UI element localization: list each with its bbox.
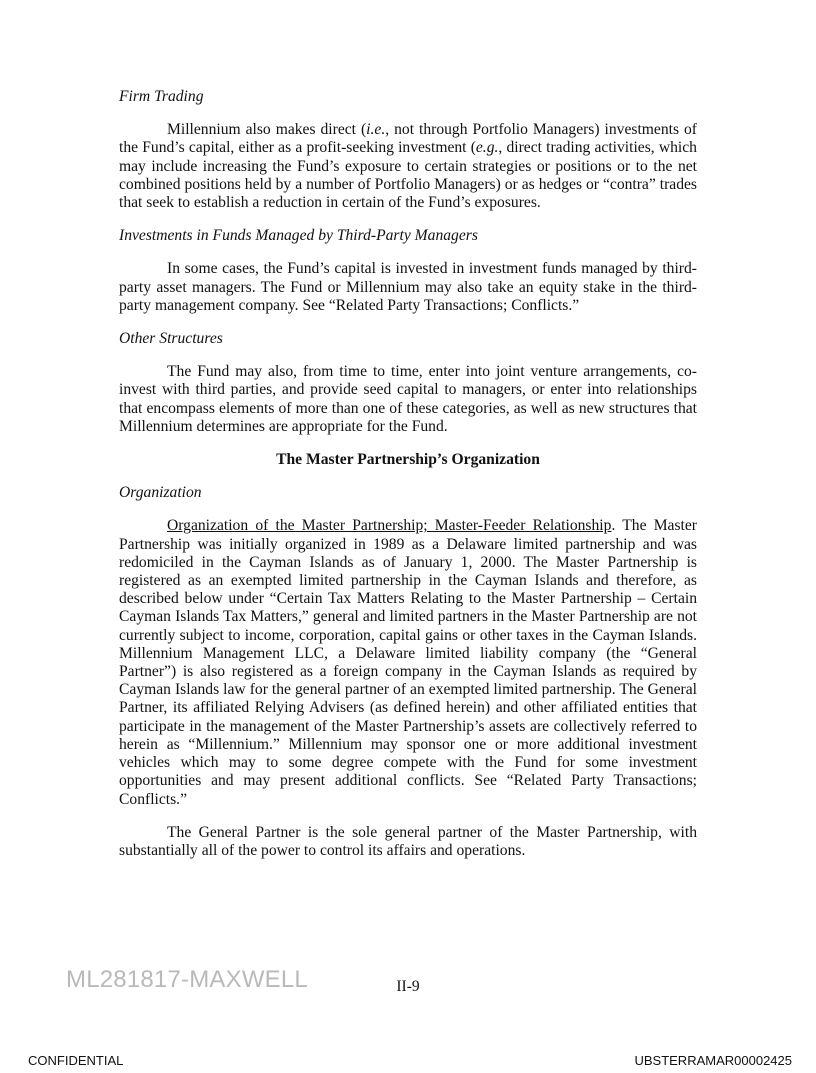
third-party-paragraph: In some cases, the Fund’s capital is invested in investment funds managed by third-party asset managers. The Fund or Millennium may also take an equity stake in the third-party management company. See “Related Party Transactions; Conflicts.”	[119, 260, 697, 314]
watermark: ML281817-MAXWELL	[66, 966, 308, 993]
firm-trading-paragraph: Millennium also makes direct (i.e., not through Portfolio Managers) investments of the Fund’s capital, either as a profit-seeking investment (e.g., direct trading activities, which may include increasing the Fund’s exposure to certain strategies or positions or to the net combined positions held by a number of Portfolio Managers) or as hedges or “contra” trades that seek to establish a reduction in certain of the Fund’s exposures.	[119, 121, 697, 212]
section-title: The Master Partnership’s Organization	[276, 451, 540, 469]
confidential-label: CONFIDENTIAL	[28, 1053, 124, 1068]
organization-run-in-heading: Organization of the Master Partnership; Master-Feeder Relationship	[167, 517, 612, 535]
bates-number: UBSTERRAMAR00002425	[634, 1053, 792, 1068]
page-number: II-9	[396, 978, 420, 995]
organization-heading: Organization	[119, 484, 202, 502]
general-partner-paragraph: The General Partner is the sole general partner of the Master Partnership, with substantially all of the power to control its affairs and operations.	[119, 823, 697, 859]
document-body	[119, 88, 697, 875]
third-party-heading: Investments in Funds Managed by Third-Party Managers	[119, 227, 478, 245]
other-structures-heading: Other Structures	[119, 330, 223, 348]
organization-paragraph: Organization of the Master Partnership; Master-Feeder Relationship. The Master Partnership was initially organized in 1989 as a Delaware limited partnership and was redomiciled in the Cayman Islands as of January 1, 2000. The Master Partnership is registered as an exempted limited partnership in the Cayman Islands and therefore, as described below under “Certain Tax Matters Relating to the Master Partnership – Certain Cayman Islands Tax Matters,” general and limited partners in the Master Partnership are not currently subject to income, corporation, capital gains or other taxes in the Cayman Islands. Millennium Management LLC, a Delaware limited liability company (the “General Partner”) is also registered as a foreign company in the Cayman Islands as required by Cayman Islands law for the general partner of an exempted limited partnership. The General Partner, its affiliated Relying Advisers (as defined herein) and other affiliated entities that participate in the management of the Master Partnership’s assets are collectively referred to herein as “Millennium.” Millennium may sponsor one or more additional investment vehicles which may to some degree compete with the Fund for some investment opportunities and may present additional conflicts. See “Related Party Transactions; Conflicts.”	[119, 517, 697, 808]
other-structures-paragraph: The Fund may also, from time to time, enter into joint venture arrangements, co-invest with third parties, and provide seed capital to managers, or enter into relationships that encompass elements of more than one of these categories, as well as new structures that Millennium determines are appropriate for the Fund.	[119, 363, 697, 435]
firm-trading-heading: Firm Trading	[119, 88, 204, 105]
